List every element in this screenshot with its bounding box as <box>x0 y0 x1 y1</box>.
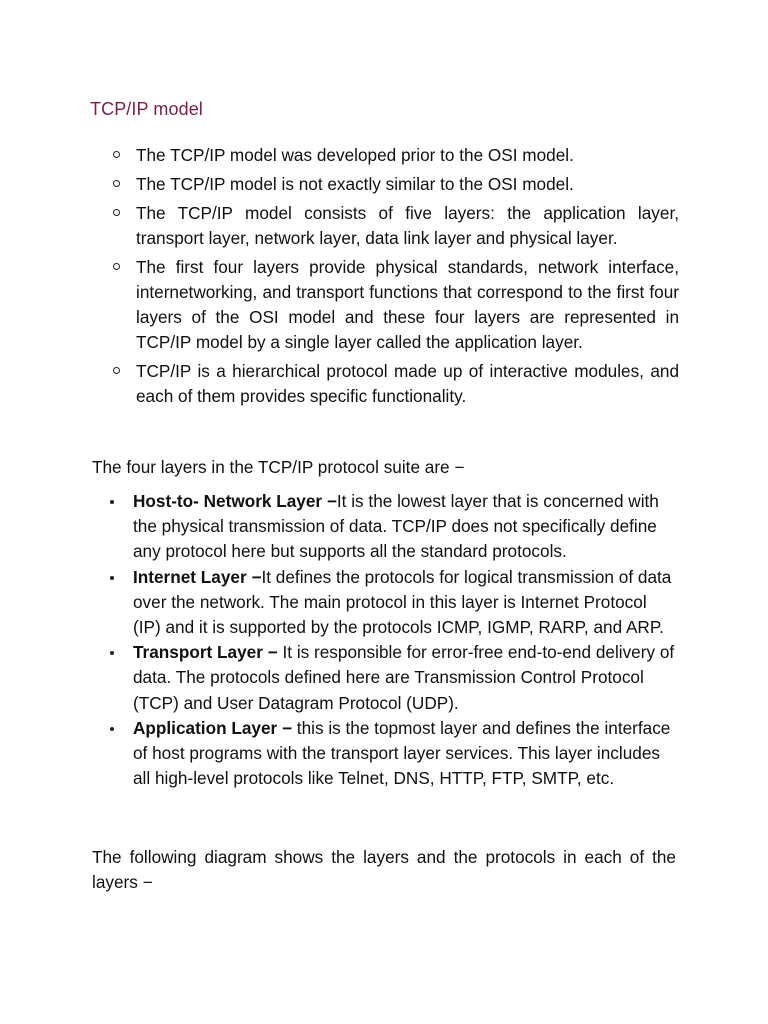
diagram-intro-paragraph: The following diagram shows the layers and the protocols in each of the layers − <box>92 847 676 892</box>
layer-description: It is responsible for error-free end-to-end delivery of data. The protocols defined here are Transmission Control Protocol (TCP) and User Datagram Protocol (UDP). <box>133 642 675 713</box>
layer-item-internet <box>108 565 678 641</box>
bullet-dot-icon <box>110 651 114 655</box>
list-item-text: The TCP/IP model was developed prior to the OSI model. <box>136 145 574 165</box>
circle-bullet-icon <box>113 151 120 158</box>
layer-title: Host-to- Network Layer − <box>133 491 337 511</box>
list-item <box>113 143 679 168</box>
layer-description: It is the lowest layer that is concerned with the physical transmission of data. TCP/IP does not specifically define any protocol here but supports all the standard protocols. <box>133 491 659 562</box>
bullet-dot-icon <box>110 727 114 731</box>
list-item <box>113 201 679 251</box>
osi-comparison-list <box>113 143 679 413</box>
list-item-text: The first four layers provide physical standards, network interface, internetworking, and transport functions that correspond to the first four layers of the OSI model and these four layers are represented in TCP/IP model by a single layer called the application layer. <box>136 257 679 352</box>
circle-bullet-icon <box>113 180 120 187</box>
circle-bullet-icon <box>113 367 120 374</box>
layer-title: Application Layer − <box>133 717 293 738</box>
circle-bullet-icon <box>113 209 120 216</box>
layer-description: this is the topmost layer and defines the interface of host programs with the transport layer services. This layer includes all high-level protocols like Telnet, DNS, HTTP, FTP, SMTP, etc. <box>133 717 671 789</box>
layers-intro-paragraph: The four layers in the TCP/IP protocol suite are − <box>92 457 465 477</box>
layer-item-host-to-network <box>108 489 678 565</box>
layer-item-transport <box>108 640 678 716</box>
layer-item-application <box>108 716 678 792</box>
layer-title: Internet Layer − <box>133 566 262 587</box>
list-item-text: The TCP/IP model is not exactly similar to the OSI model. <box>136 174 574 194</box>
layer-title: Transport Layer − <box>133 642 278 663</box>
bullet-dot-icon <box>110 576 114 580</box>
list-item <box>113 359 679 409</box>
circle-bullet-icon <box>113 263 120 270</box>
bullet-dot-icon <box>110 500 114 504</box>
list-item-text: TCP/IP is a hierarchical protocol made up of interactive modules, and each of them provides specific functionality. <box>136 361 679 406</box>
section-heading: TCP/IP model <box>90 99 203 119</box>
list-item <box>113 172 679 197</box>
layer-description: It defines the protocols for logical transmission of data over the network. The main protocol in this layer is Internet Protocol (IP) and it is supported by the protocols ICMP, IGMP, RARP, and ARP. <box>133 566 672 638</box>
list-item-text: The TCP/IP model consists of five layers: the application layer, transport layer, network layer, data link layer and physical layer. <box>136 203 679 248</box>
layers-list <box>108 489 678 791</box>
list-item <box>113 255 679 355</box>
